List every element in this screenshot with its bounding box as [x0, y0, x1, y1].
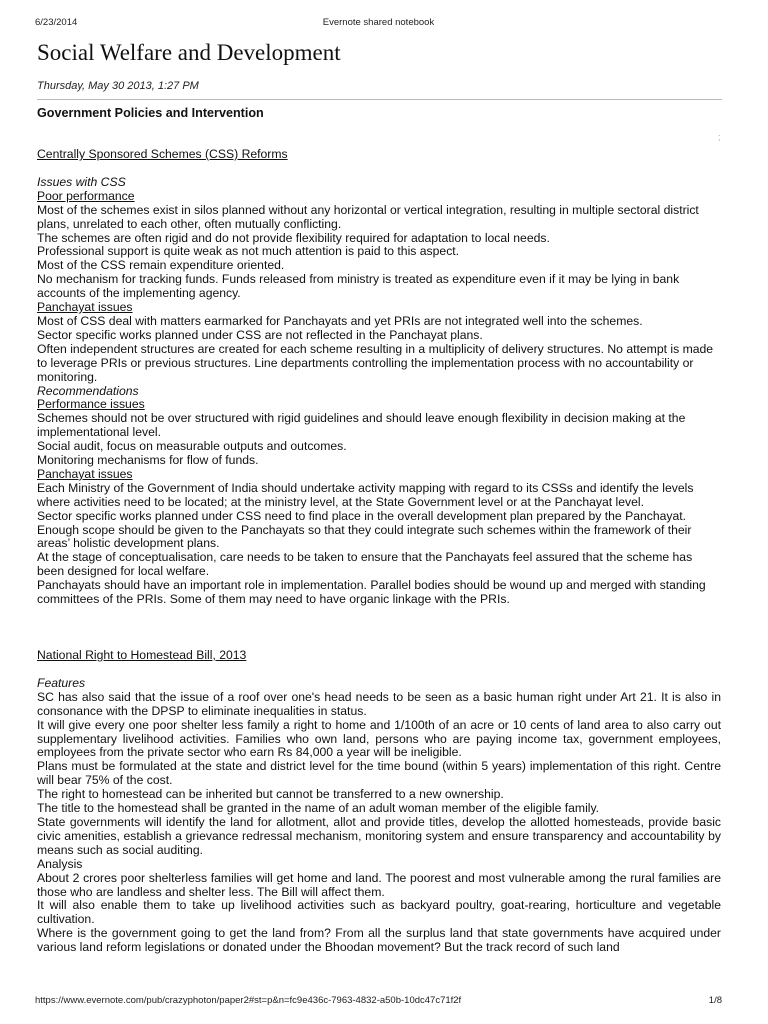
panchayat-rec-paragraph: At the stage of conceptualisation, care needs to be taken to ensure that the Panchayats feel assured that the scheme has been designed for local welfare. [37, 550, 693, 579]
panchayat-recs-list [37, 482, 721, 607]
print-url: https://www.evernote.com/pub/crazyphoton/paper2#st=p&n=fc9e436c-7963-4832-a50b-10dc47c71f2f [35, 995, 462, 1006]
recommendations-label: Recommendations [37, 383, 139, 398]
panchayat-issue-paragraph: Sector specific works planned under CSS are not reflected in the Panchayat plans. [37, 327, 483, 342]
print-date: 6/23/2014 [35, 17, 78, 28]
analysis-paragraph: Where is the government going to get the land from? From all the surplus land that state governments have acquired under various land reform legislations or donated under the Bhoodan movement? But the track record of such land [37, 926, 721, 955]
poor-performance-paragraph: No mechanism for tracking funds. Funds released from ministry is treated as expenditure even if it may be lying in bank accounts of the implementing agency. [37, 272, 680, 301]
performance-rec-paragraph: Social audit, focus on measurable outputs and outcomes. [37, 439, 347, 454]
poor-performance-label: Poor performance [37, 188, 135, 203]
section-heading: Government Policies and Intervention [37, 106, 264, 120]
note-body [37, 106, 721, 955]
print-page-title: Evernote shared notebook [322, 17, 435, 28]
feature-paragraph: It will give every one poor shelter less family a right to home and 1/100th of an acre or 10 cents of land area to also carry out supplementary livelihood activities. Families who own land, persons who are paying income tax, government employees, employees from the private sector who earn Rs 84,000 a year will be ineligible. [37, 717, 721, 760]
panchayat-rec-paragraph: Panchayats should have an important role in implementation. Parallel bodies should be wound up and merged with standing committees of the PRIs. Some of them may need to have organic linkage with the PRIs. [37, 578, 706, 607]
feature-paragraph: The right to homestead can be inherited but cannot be transferred to a new ownership. [37, 787, 504, 802]
analysis-list [37, 872, 721, 955]
poor-performance-paragraph: Most of the schemes exist in silos planned without any horizontal or vertical integration, resulting in multiple sectoral district plans, unrelated to each other, often mutually conflicting. [37, 202, 699, 231]
analysis-paragraph: About 2 crores poor shelterless families will get home and land. The poorest and most vulnerable among the rural families are those who are landless and shelter less. The Bill will affect them. [37, 870, 721, 899]
print-header [35, 17, 722, 31]
panchayat-issues-label: Panchayat issues [37, 300, 133, 315]
panchayat-recs-label: Panchayat issues [37, 466, 133, 481]
page-number: 1/8 [708, 995, 722, 1006]
poor-performance-paragraph: The schemes are often rigid and do not provide flexibility required for adaptation to local needs. [37, 230, 550, 245]
css-reforms-heading: Centrally Sponsored Schemes (CSS) Reforms [37, 147, 288, 161]
homestead-bill-heading: National Right to Homestead Bill, 2013 [37, 648, 247, 662]
header-divider [37, 99, 722, 100]
panchayat-rec-paragraph: Sector specific works planned under CSS need to find place in the overall development plan prepared by the Panchayat. Enough scope should be given to the Panchayats so that they could integrate such schemes within the framework of their areas’ holistic development plans. [37, 508, 692, 551]
performance-rec-paragraph: Monitoring mechanisms for flow of funds. [37, 453, 259, 468]
print-footer [35, 995, 722, 1009]
performance-recs-list [37, 412, 721, 468]
performance-issues-label: Performance issues [37, 397, 145, 412]
poor-performance-paragraph: Professional support is quite weak as not much attention is paid to this aspect. [37, 244, 460, 259]
panchayat-rec-paragraph: Each Ministry of the Government of India should undertake activity mapping with regard to its CSSs and identify the levels where activities need to be located; at the ministry level, at the State Government level or at the Panchayat level. [37, 480, 694, 509]
poor-performance-paragraph: Most of the CSS remain expenditure oriented. [37, 258, 285, 273]
features-list [37, 691, 721, 858]
feature-paragraph: SC has also said that the issue of a roof over one's head needs to be seen as a basic human right under Art 21. It is also in consonance with the DPSP to eliminate inequalities in status. [37, 689, 721, 718]
performance-rec-paragraph: Schemes should not be over structured with rigid guidelines and should leave enough flexibility in decision making at the implementational level. [37, 411, 686, 440]
panchayat-issues-list [37, 315, 721, 385]
note-timestamp: Thursday, May 30 2013, 1:27 PM [37, 80, 199, 92]
feature-paragraph: State governments will identify the land for allotment, allot and provide titles, develop the allotted homesteads, provide basic civic amenities, establish a grievance redressal mechanism, monitoring system and ensure transparency and accountability by means such as social auditing. [37, 814, 721, 857]
stray-mark: ; [718, 132, 721, 142]
panchayat-issue-paragraph: Most of CSS deal with matters earmarked for Panchayats and yet PRIs are not integrated well into the schemes. [37, 313, 643, 328]
panchayat-issue-paragraph: Often independent structures are created for each scheme resulting in a multiplicity of delivery structures. No attempt is made to leverage PRIs or previous structures. Line departments controlling the implementation process with no accountability or monitoring. [37, 341, 714, 384]
analysis-paragraph: It will also enable them to take up livelihood activities such as backyard poultry, goat-rearing, horticulture and vegetable cultivation. [37, 898, 721, 927]
feature-paragraph: Plans must be formulated at the state and district level for the time bound (within 5 years) implementation of this right. Centre will bear 75% of the cost. [37, 759, 721, 788]
poor-performance-list [37, 204, 721, 301]
issues-label: Issues with CSS [37, 174, 126, 189]
note-title: Social Welfare and Development [37, 40, 341, 65]
analysis-label: Analysis [37, 856, 83, 871]
features-label: Features [37, 675, 86, 690]
feature-paragraph: The title to the homestead shall be granted in the name of an adult woman member of the eligible family. [37, 801, 600, 816]
